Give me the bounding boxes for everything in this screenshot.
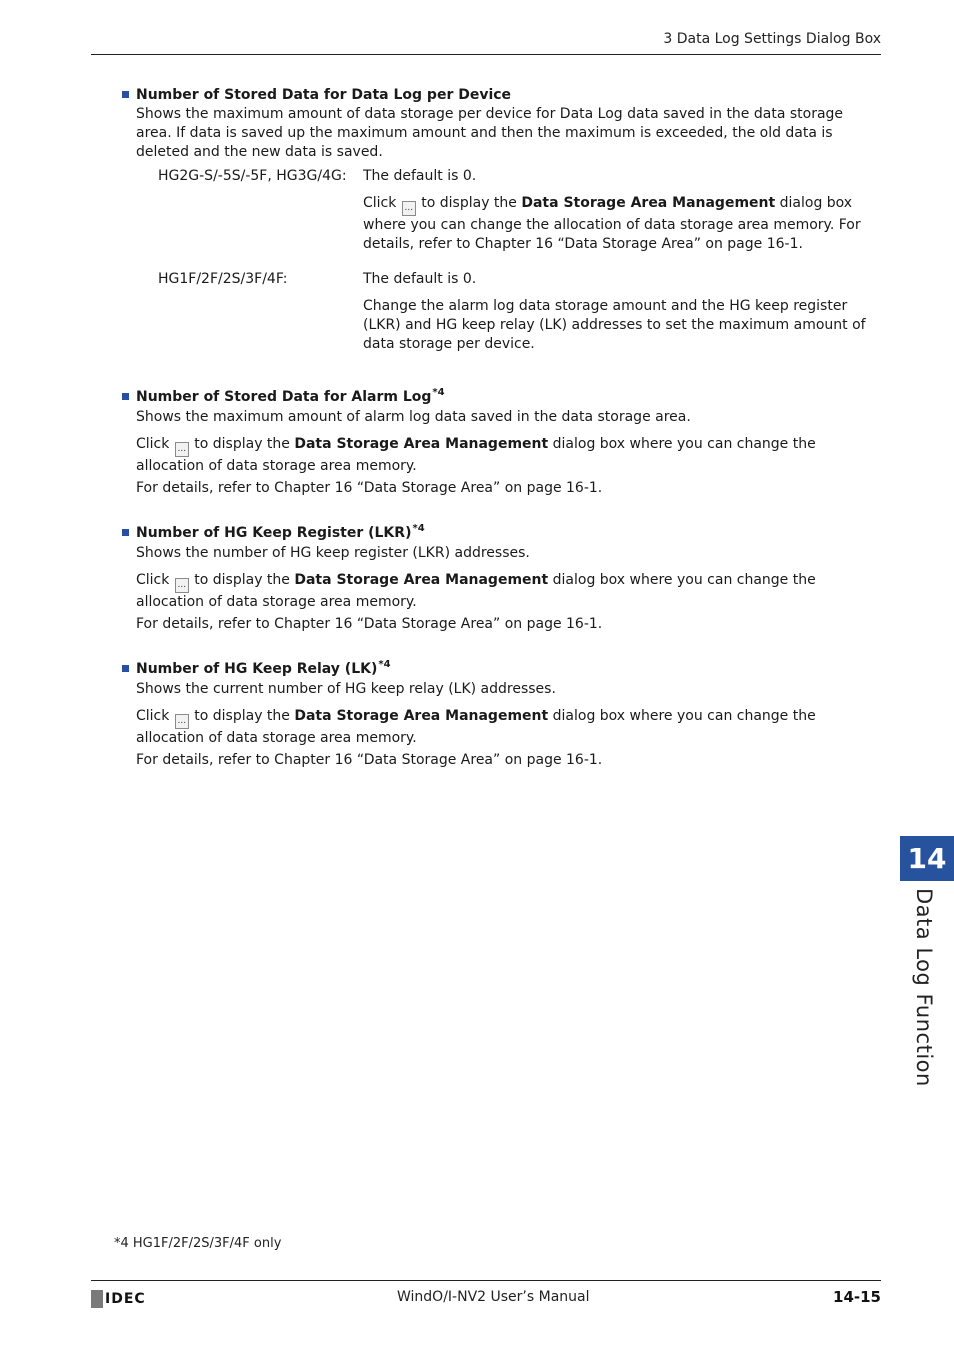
- section-heading: [122, 524, 882, 544]
- model-row: [158, 167, 882, 262]
- header-section-title: 3 Data Log Settings Dialog Box: [663, 31, 881, 47]
- chapter-tab-number: 14: [900, 836, 954, 881]
- model-name: HG1F/2F/2S/3F/4F:: [158, 271, 288, 287]
- main-content: [122, 86, 882, 789]
- page-number: 14-15: [833, 1288, 881, 1306]
- square-bullet-icon: [122, 91, 129, 98]
- logo-text: IDEC: [105, 1291, 146, 1307]
- footnote-ref: *4: [432, 387, 445, 398]
- footnote-ref: *4: [412, 523, 425, 534]
- section-click-text: Click ... to display the Data Storage Area Management dialog box where you can change the allocation of data storage area memory.: [136, 572, 816, 610]
- section-data-log-per-device: [122, 86, 882, 362]
- section-title: Number of Stored Data for Data Log per Device: [136, 87, 512, 103]
- square-bullet-icon: [122, 529, 129, 536]
- model-note: Change the alarm log data storage amount and the HG keep register (LKR) and HG keep relay (LK) addresses to set the maximum amount of data storage per device.: [363, 298, 866, 352]
- section-details: For details, refer to Chapter 16 “Data Storage Area” on page 16-1.: [136, 616, 603, 632]
- section-details: For details, refer to Chapter 16 “Data Storage Area” on page 16-1.: [136, 752, 603, 768]
- logo-mark-icon: [91, 1290, 103, 1308]
- section-hg-keep-relay: [122, 660, 882, 770]
- footnote: *4 HG1F/2F/2S/3F/4F only: [114, 1236, 282, 1251]
- section-details: For details, refer to Chapter 16 “Data Storage Area” on page 16-1.: [136, 480, 603, 496]
- section-heading: [122, 660, 882, 680]
- footnote-ref: *4: [378, 659, 391, 670]
- section-hg-keep-register: [122, 524, 882, 634]
- idec-logo: [91, 1290, 146, 1308]
- section-description: Shows the maximum amount of data storage per device for Data Log data saved in the data storage area. If data is saved up the maximum amount and then the maximum is exceeded, the old data is deleted and the new data is saved.: [136, 106, 844, 160]
- model-name: HG2G-S/-5S/-5F, HG3G/4G:: [158, 168, 347, 184]
- section-title: Number of Stored Data for Alarm Log: [136, 389, 432, 405]
- model-click-text: Click ... to display the Data Storage Area Management dialog box where you can change the allocation of data storage area memory. For details, refer to Chapter 16 “Data Storage Area” on page 16-1.: [363, 195, 861, 252]
- header-rule: [91, 54, 881, 55]
- model-default: The default is 0.: [363, 168, 477, 184]
- square-bullet-icon: [122, 665, 129, 672]
- section-click-text: Click ... to display the Data Storage Area Management dialog box where you can change the allocation of data storage area memory.: [136, 436, 816, 474]
- model-row: [158, 262, 882, 362]
- section-description: Shows the current number of HG keep relay (LK) addresses.: [136, 681, 556, 697]
- model-table: [158, 167, 882, 362]
- section-description: Shows the number of HG keep register (LKR) addresses.: [136, 545, 530, 561]
- section-heading: [122, 86, 882, 105]
- browse-button[interactable]: ...: [175, 714, 189, 729]
- browse-button[interactable]: ...: [175, 442, 189, 457]
- browse-button[interactable]: ...: [402, 201, 416, 216]
- section-click-text: Click ... to display the Data Storage Area Management dialog box where you can change the allocation of data storage area memory.: [136, 708, 816, 746]
- manual-title: WindO/I-NV2 User’s Manual: [397, 1289, 590, 1305]
- section-alarm-log: [122, 388, 882, 498]
- section-title: Number of HG Keep Register (LKR): [136, 525, 412, 541]
- model-default: The default is 0.: [363, 271, 477, 287]
- section-title: Number of HG Keep Relay (LK): [136, 661, 378, 677]
- chapter-tab-label: Data Log Function: [912, 888, 936, 1087]
- footer-rule: [91, 1280, 881, 1281]
- browse-button[interactable]: ...: [175, 578, 189, 593]
- square-bullet-icon: [122, 393, 129, 400]
- section-description: Shows the maximum amount of alarm log data saved in the data storage area.: [136, 409, 691, 425]
- section-heading: [122, 388, 882, 408]
